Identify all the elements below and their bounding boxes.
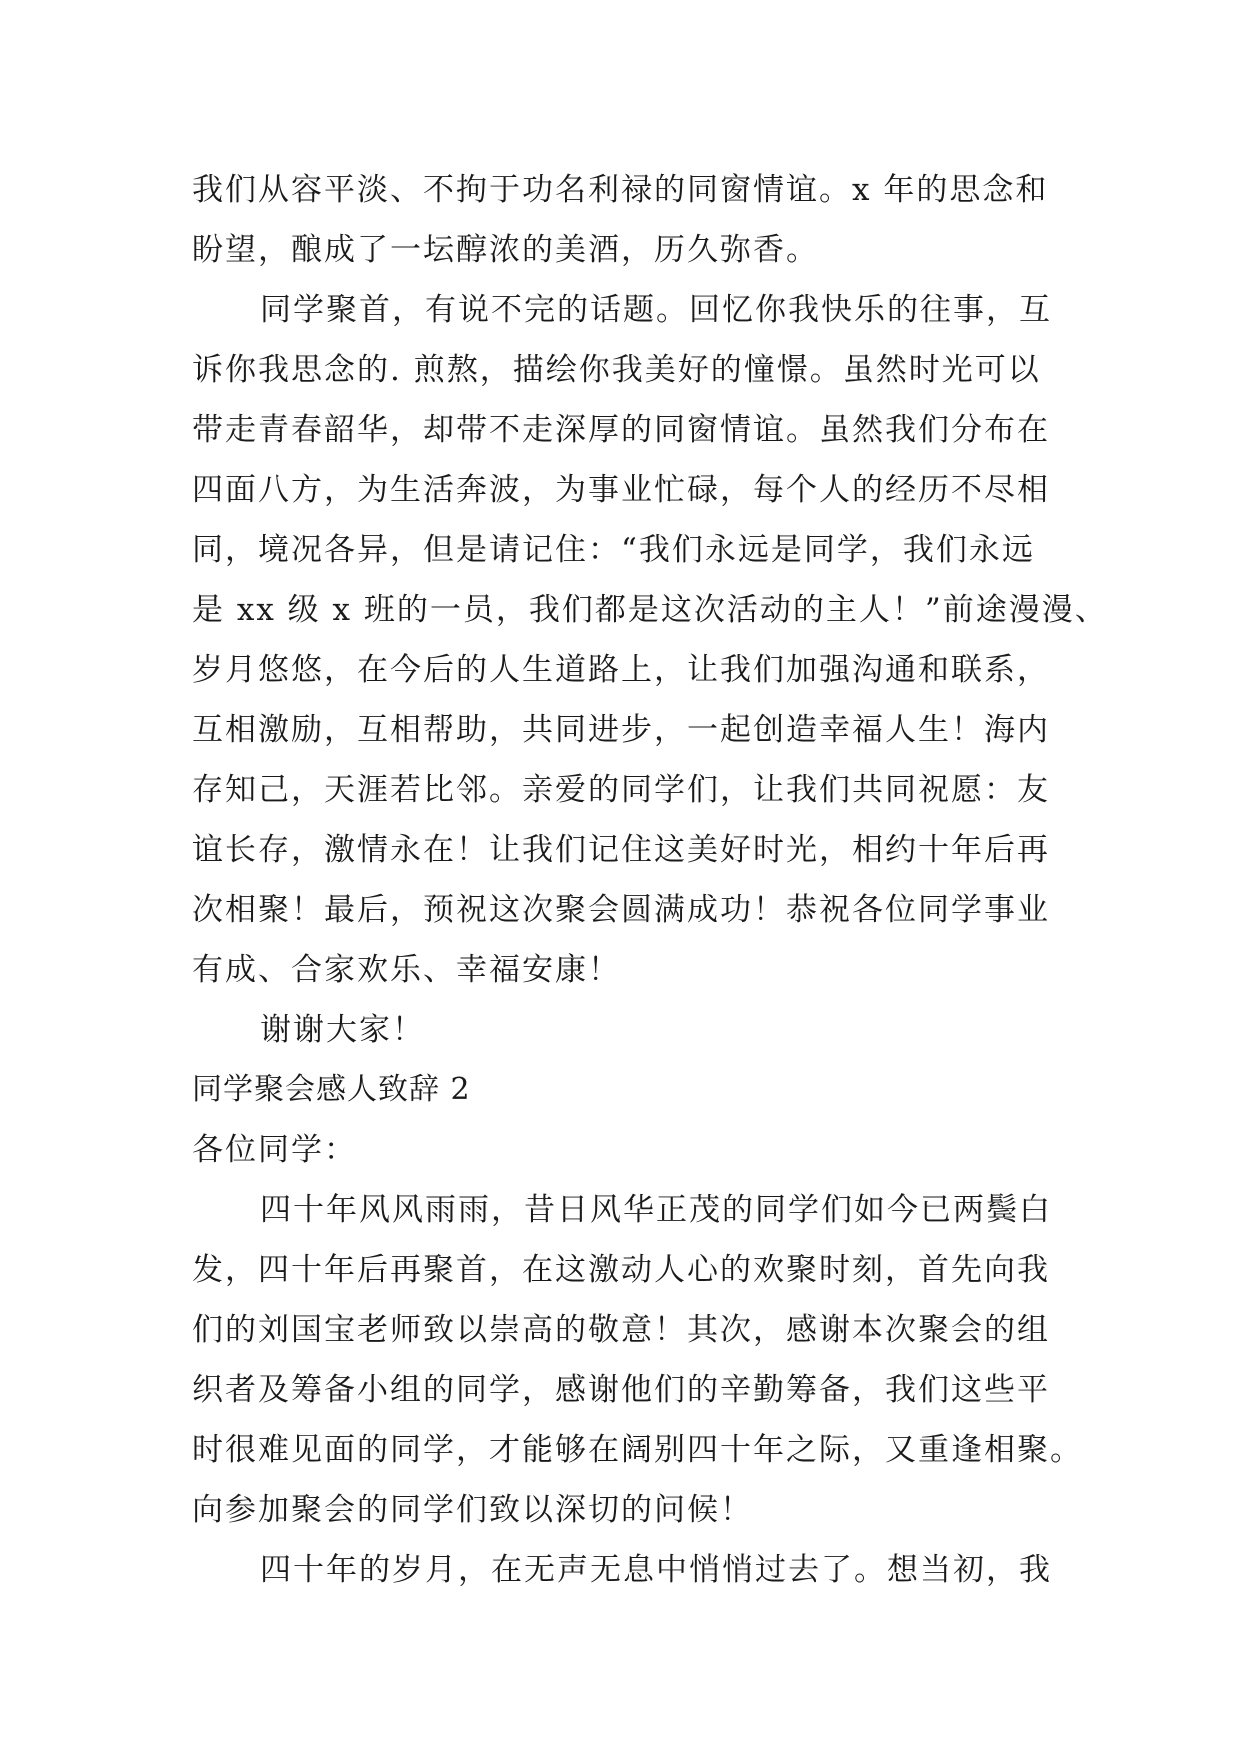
text-line: 互相激励，互相帮助，共同进步，一起创造幸福人生！海内 [192,712,1050,748]
text-line: 四十年的岁月，在无声无息中悄悄过去了。想当初，我 [260,1552,1052,1588]
text-line: 向参加聚会的同学们致以深切的问候！ [192,1492,753,1528]
document-body [192,160,1108,1600]
text-line: 岁月悠悠，在今后的人生道路上，让我们加强沟通和联系， [192,652,1050,688]
text-line: 带走青春韶华，却带不走深厚的同窗情谊。虽然我们分布在 [192,412,1050,448]
text-line: 是 xx 级 x 班的一员，我们都是这次活动的主人！”前途漫漫、 [192,592,1108,628]
text-line: 时很难见面的同学，才能够在阔别四十年之际，又重逢相聚。 [192,1432,1083,1468]
text-line: 存知己，天涯若比邻。亲爱的同学们，让我们共同祝愿：友 [192,772,1050,808]
text-line: 四面八方，为生活奔波，为事业忙碌，每个人的经历不尽相 [192,472,1050,508]
section-title: 同学聚会感人致辞 2 [192,1072,471,1107]
text-line: 发，四十年后再聚首，在这激动人心的欢聚时刻，首先向我 [192,1252,1050,1288]
text-line: 我们从容平淡、不拘于功名利禄的同窗情谊。x 年的思念和 [192,172,1049,208]
text-line: 同学聚首，有说不完的话题。回忆你我快乐的往事，互 [260,292,1052,328]
text-line: 次相聚！最后，预祝这次聚会圆满成功！恭祝各位同学事业 [192,892,1050,928]
text-line: 有成、合家欢乐、幸福安康！ [192,952,621,988]
text-line: 们的刘国宝老师致以崇高的敬意！其次，感谢本次聚会的组 [192,1312,1050,1348]
text-line: 同，境况各异，但是请记住：“我们永远是同学，我们永远 [192,532,1035,568]
text-line: 盼望，酿成了一坛醇浓的美酒，历久弥香。 [192,232,819,268]
text-line: 诉你我思念的. 煎熬，描绘你我美好的憧憬。虽然时光可以 [192,352,1041,388]
text-line: 谢谢大家！ [260,1012,425,1048]
text-line: 谊长存，激情永在！让我们记住这美好时光，相约十年后再 [192,832,1050,868]
salutation: 各位同学： [192,1132,357,1168]
text-line: 织者及筹备小组的同学，感谢他们的辛勤筹备，我们这些平 [192,1372,1050,1408]
text-line: 四十年风风雨雨，昔日风华正茂的同学们如今已两鬓白 [260,1192,1052,1228]
